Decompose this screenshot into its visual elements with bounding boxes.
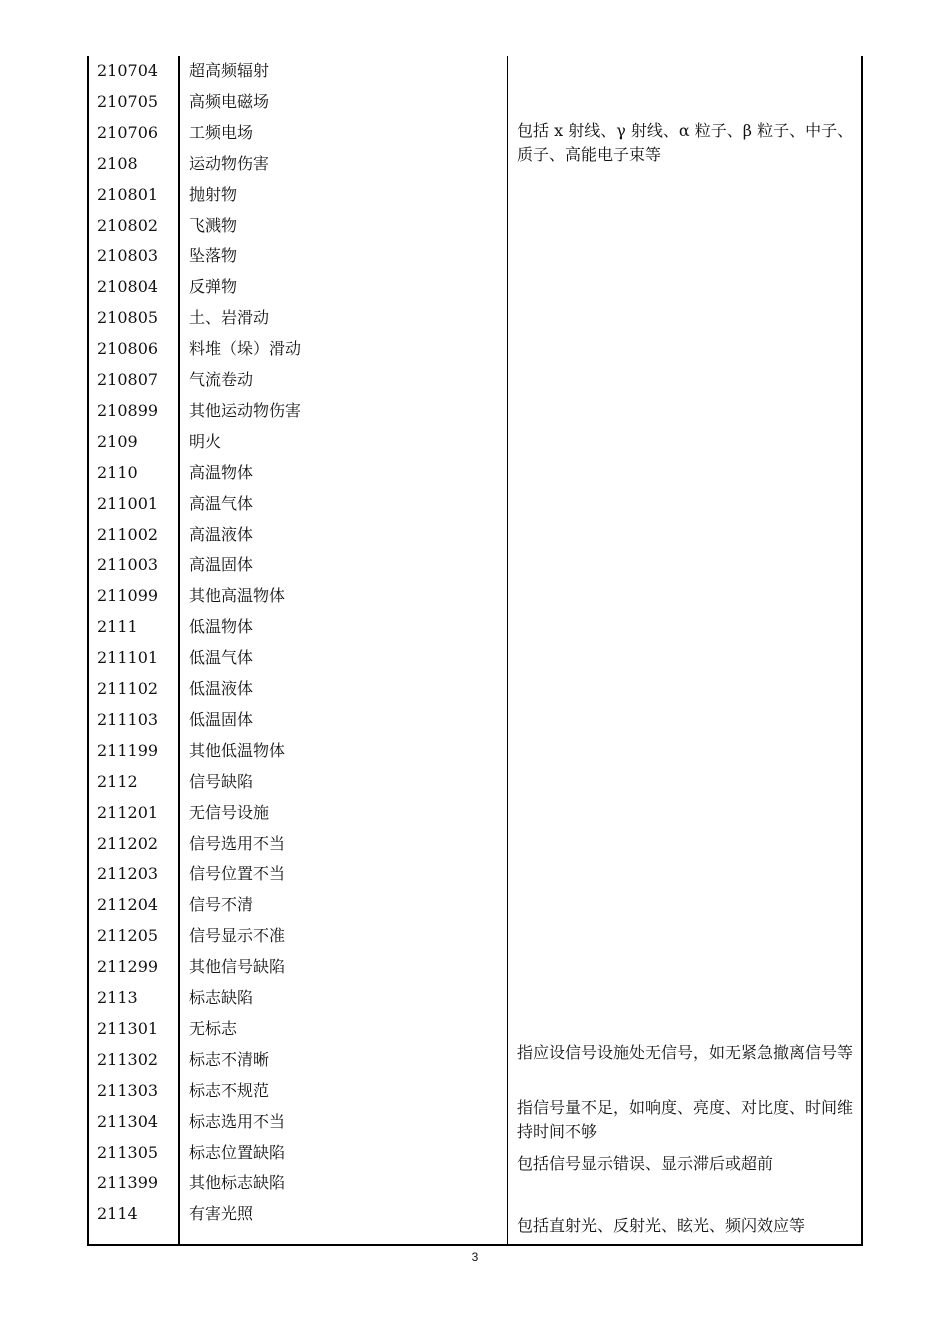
- table-row: [89, 920, 507, 951]
- table-row: [89, 1198, 507, 1229]
- hazard-code: 211101: [97, 648, 159, 668]
- table-row: [89, 858, 507, 889]
- hazard-code: 210804: [97, 277, 159, 297]
- table-row: [89, 488, 507, 519]
- hazard-name: 标志位置缺陷: [189, 1142, 286, 1162]
- hazard-name: 高温气体: [189, 493, 254, 513]
- hazard-name: 无信号设施: [189, 802, 270, 822]
- hazard-name: 抛射物: [189, 184, 238, 204]
- note-signal-insufficient: 指信号量不足，如响度、亮度、对比度、时间维持时间不够: [517, 1098, 854, 1141]
- hazard-code: 210801: [97, 184, 159, 204]
- table-row: [89, 549, 507, 580]
- table-row: [89, 1106, 507, 1137]
- table-row: [89, 519, 507, 550]
- hazard-code-table: [87, 56, 863, 1246]
- hazard-name: 高温物体: [189, 462, 254, 482]
- hazard-name: 标志缺陷: [189, 988, 254, 1007]
- hazard-code: 211299: [97, 957, 159, 977]
- hazard-name: 有害光照: [189, 1204, 254, 1224]
- hazard-code: 211201: [97, 802, 159, 822]
- table-row: [89, 951, 507, 982]
- hazard-code: 210706: [97, 122, 159, 142]
- table-row: [89, 1044, 507, 1075]
- hazard-name: 气流卷动: [189, 370, 254, 389]
- hazard-name: 工频电场: [189, 122, 254, 142]
- hazard-code: 2111: [97, 617, 138, 637]
- hazard-name: 高频电磁场: [189, 91, 270, 111]
- hazard-code: 211203: [97, 864, 159, 884]
- hazard-code: 210806: [97, 339, 159, 359]
- hazard-code: 2110: [97, 462, 138, 482]
- hazard-name: 土、岩滑动: [189, 308, 270, 328]
- hazard-code: 211204: [97, 895, 159, 915]
- hazard-name: 信号位置不当: [189, 864, 286, 884]
- hazard-name: 无标志: [189, 1018, 238, 1038]
- hazard-name: 运动物伤害: [189, 153, 270, 173]
- hazard-name: 料堆（垛）滑动: [189, 339, 302, 359]
- hazard-code: 2113: [97, 988, 138, 1007]
- table-row: [89, 210, 507, 241]
- hazard-name: 超高频辐射: [189, 61, 270, 80]
- hazard-name: 其他高温物体: [189, 586, 286, 606]
- hazard-name: 低温物体: [189, 617, 254, 637]
- hazard-code: 211301: [97, 1018, 159, 1038]
- table-row: [89, 889, 507, 920]
- hazard-code: 211003: [97, 555, 159, 575]
- hazard-code: 211304: [97, 1111, 159, 1131]
- hazard-code: 211302: [97, 1049, 159, 1069]
- table-row: [89, 302, 507, 333]
- page-number: 3: [471, 1250, 479, 1264]
- note-harmful-light: 包括直射光、反射光、眩光、频闪效应等: [517, 1216, 806, 1235]
- table-row: [89, 642, 507, 673]
- table-row: [89, 673, 507, 704]
- table-row: [89, 611, 507, 642]
- hazard-code: 211202: [97, 833, 159, 853]
- table-row: [89, 982, 507, 1013]
- hazard-name: 明火: [189, 431, 222, 451]
- table-row: [89, 766, 507, 797]
- table-row: [89, 395, 507, 426]
- note-no-signal: 指应设信号设施处无信号，如无紧急撤离信号等: [517, 1043, 854, 1062]
- hazard-name: 其他运动物伤害: [189, 400, 302, 420]
- hazard-name: 低温气体: [189, 648, 254, 668]
- hazard-name: 信号不清: [189, 895, 254, 915]
- hazard-code: 210807: [97, 370, 159, 389]
- hazard-code: 2112: [97, 771, 138, 791]
- table-row: [89, 55, 507, 86]
- table-row: [89, 704, 507, 735]
- table-row: [89, 86, 507, 117]
- hazard-name: 信号显示不准: [189, 926, 286, 946]
- hazard-code: 211102: [97, 679, 159, 698]
- table-row: [89, 117, 507, 148]
- table-row: [89, 333, 507, 364]
- table-row: [89, 1167, 507, 1198]
- hazard-code: 211205: [97, 926, 159, 946]
- hazard-name: 飞溅物: [189, 215, 238, 235]
- hazard-name: 标志不清晰: [189, 1049, 270, 1069]
- note-radiation: 包括 x 射线、γ 射线、α 粒子、β 粒子、中子、质子、高能电子束等: [517, 121, 854, 164]
- hazard-name: 信号选用不当: [189, 833, 286, 853]
- table-row: [89, 1137, 507, 1168]
- hazard-code: 211399: [97, 1173, 159, 1193]
- hazard-code: 210802: [97, 215, 159, 235]
- table-row: [89, 580, 507, 611]
- table-row: [89, 457, 507, 488]
- table-row: [89, 364, 507, 395]
- table-row: [89, 148, 507, 179]
- table-row: [89, 240, 507, 271]
- table-row: [89, 797, 507, 828]
- hazard-name: 标志不规范: [189, 1080, 270, 1100]
- hazard-name: 坠落物: [189, 246, 238, 266]
- hazard-code: 211103: [97, 709, 159, 729]
- hazard-name: 低温固体: [189, 709, 254, 729]
- hazard-name: 其他标志缺陷: [189, 1173, 286, 1193]
- hazard-code: 210704: [97, 61, 159, 80]
- table-row: [89, 735, 507, 766]
- hazard-name: 信号缺陷: [189, 771, 254, 791]
- hazard-name: 其他信号缺陷: [189, 957, 286, 977]
- hazard-name: 其他低温物体: [189, 740, 286, 760]
- hazard-code: 211199: [97, 740, 159, 760]
- hazard-name: 低温液体: [189, 679, 254, 698]
- table-row: [89, 828, 507, 859]
- hazard-code: 211001: [97, 493, 159, 513]
- table-row: [89, 1013, 507, 1044]
- hazard-name: 高温液体: [189, 524, 254, 544]
- note-signal-display: 包括信号显示错误、显示滞后或超前: [517, 1154, 774, 1173]
- hazard-name: 反弹物: [189, 277, 238, 297]
- hazard-code: 2109: [97, 431, 138, 451]
- table-row: [89, 271, 507, 302]
- hazard-code: 211099: [97, 586, 159, 606]
- hazard-code: 210705: [97, 91, 159, 111]
- hazard-code: 211002: [97, 524, 159, 544]
- hazard-code: 211305: [97, 1142, 159, 1162]
- hazard-code: 210899: [97, 400, 159, 420]
- column-divider-name-note: [507, 56, 508, 1244]
- table-row: [89, 1075, 507, 1106]
- hazard-code: 2114: [97, 1204, 138, 1224]
- table-row: [89, 179, 507, 210]
- hazard-code: 210803: [97, 246, 159, 266]
- hazard-name: 高温固体: [189, 555, 254, 575]
- hazard-code: 210805: [97, 308, 159, 328]
- hazard-name: 标志选用不当: [189, 1111, 286, 1131]
- hazard-code: 211303: [97, 1080, 159, 1100]
- table-row: [89, 426, 507, 457]
- hazard-code: 2108: [97, 153, 138, 173]
